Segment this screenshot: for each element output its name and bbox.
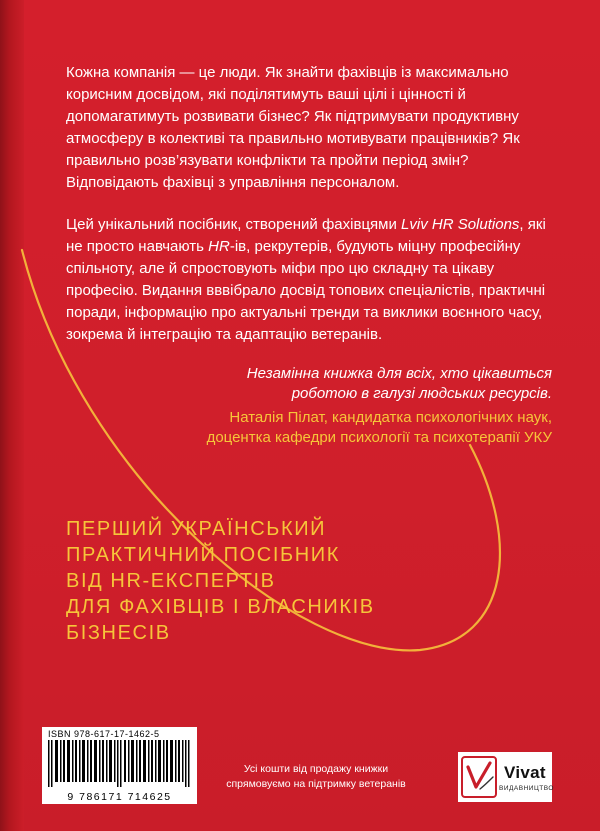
company-name: Lviv HR Solutions [401, 216, 520, 233]
publisher-logo [458, 752, 552, 802]
headline-line: ДЛЯ ФАХІВЦІВ І ВЛАСНИКІВ [66, 596, 375, 618]
book-description [66, 62, 552, 366]
headline-line: ВІД HR-ЕКСПЕРТІВ [66, 570, 276, 592]
headline-line: БІЗНЕСІВ [66, 622, 171, 644]
quote-line-1: Незамінна книжка для всіх, хто цікавиться [246, 365, 552, 382]
headline-line: ПРАКТИЧНИЙ ПОСІБНИК [66, 544, 340, 566]
charity-note-line: Усі кошти від продажу книжки [243, 763, 389, 775]
barcode-icon [48, 740, 191, 787]
charity-note [210, 762, 422, 792]
publisher-name: Vivat [504, 763, 546, 782]
isbn-barcode [42, 727, 197, 804]
quote-author: Наталія Пілат, кандидатка психологічних наук, [229, 409, 552, 426]
vivat-logo-icon [461, 755, 499, 799]
barcode-number: 9 786171 714625 [67, 791, 172, 803]
hr-term: HR [208, 238, 230, 255]
description-paragraph-1: Кожна компанія — це люди. Як знайти фахівців із максимально корисним досвідом, які поділятимуть ваші цілі і цінності й допомагатимуть розвивати бізнес? Як підтримувати продуктивну атмосферу в колективі та правильно мотивувати працівників? Як правильно розв’язувати конфлікти та пройти період змін? Відповідають фахівці з управління персоналом. [66, 64, 520, 191]
headline-line: ПЕРШИЙ УКРАЇНСЬКИЙ [66, 518, 327, 540]
headline-slogan [66, 516, 526, 646]
description-paragraph-2: Цей унікальний посібник, створений фахівцями Lviv HR Solutions, які не просто навчають HR-ів, рекрутерів, будують міцну професійну спільноту, але й спростовують міфи про цю складну та цікаву професію. Видання вввібрало досвід топових спеціалістів, практичні поради, інформацію про актуальні тренди та виклики воєнного часу, зокрема й інтеграцію та адаптацію ветеранів. [66, 216, 546, 343]
isbn-label: ISBN 978-617-17-1462-5 [48, 729, 160, 739]
testimonial-quote [150, 364, 552, 448]
quote-line-2: роботою в галузі людських ресурсів. [291, 385, 552, 402]
quote-author-position: доцентка кафедри психології та психотерапії УКУ [206, 429, 552, 446]
publisher-subtitle: ВИДАВНИЦТВО [499, 785, 554, 792]
charity-note-line: спрямовуємо на підтримку ветеранів [226, 778, 406, 790]
